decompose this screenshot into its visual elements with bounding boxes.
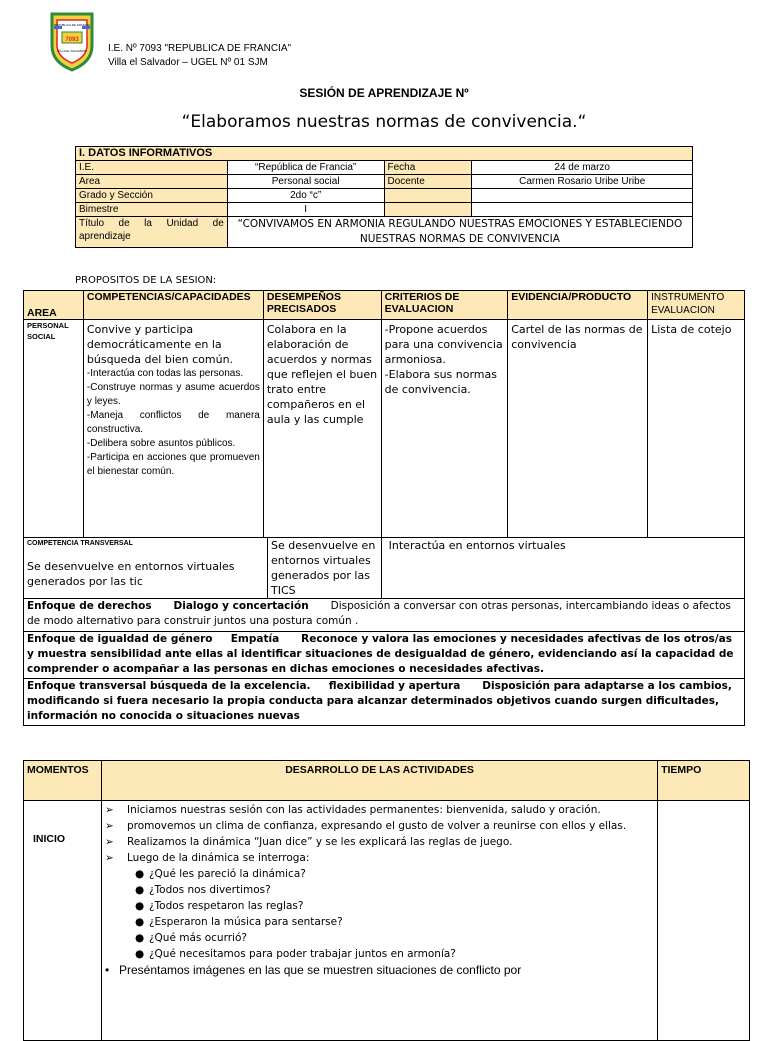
bullet-icon: • <box>104 963 110 977</box>
logo-bottom-text: VILLA EL SALVADOR <box>57 49 87 53</box>
col-instrumento-header: INSTRUMENTO EVALUACION <box>648 291 745 320</box>
enfoque-text: Disposición para adaptarse a los cambios, modificando si fuera necesario la propia conducta para alcanzar determinados objetivos cuando surgen dificultades, información no conocida o situaciones nuevas <box>27 680 732 722</box>
activity-item: ➢ Luego de la dinámica se interroga: <box>104 852 310 864</box>
transversal-desempeno: Se desenvuelve en entornos virtuales generados por las TICS <box>271 539 376 597</box>
question-item: ● ¿Todos respetaron las reglas? <box>105 898 654 914</box>
inicio-cell <box>24 801 102 1041</box>
unidad-value: “CONVIVAMOS EN ARMONIA REGULANDO NUESTRAS EMOCIONES Y ESTABLECIENDO NUESTRAS NORMAS DE CONVIVENCIA <box>227 217 692 248</box>
school-logo <box>48 12 96 72</box>
activity-item: • Preséntamos imágenes en las que se muestren situaciones de conflicto por <box>104 963 522 977</box>
transversal-value: Se desenvuelve en entornos virtuales generados por las tic <box>27 560 235 588</box>
question-item: ● ¿Qué les pareció la dinámica? <box>105 866 654 882</box>
col-evidencia-header: EVIDENCIA/PRODUCTO <box>508 291 648 320</box>
desempeno-cell <box>263 320 381 538</box>
question-item: ● ¿Todos nos divertimos? <box>105 882 654 898</box>
transversal-cell <box>24 538 382 599</box>
empty-label-cell <box>384 189 472 203</box>
bullet-icon: ● <box>134 948 145 960</box>
transversal-criterio: Interactúa en entornos virtuales <box>388 539 566 552</box>
momentos-table <box>23 760 750 1041</box>
docente-value: Carmen Rosario Uribe Uribe <box>472 175 693 189</box>
enfoque-text: Reconoce y valora las emociones y necesidades afectivas de los otros/as y muestra sensibilidad ante ellas al identificar situaciones de desigualdad de género, evidenciando así la capacidad de comprender o acompañar a las personas en dichas emociones o necesidades afectivas. <box>27 633 734 675</box>
school-location: Villa el Salvador – UGEL Nº 01 SJM <box>108 57 268 68</box>
bullet-icon: ● <box>134 932 145 944</box>
evidencia-cell <box>508 320 648 538</box>
inicio-label: INICIO <box>33 833 66 845</box>
bullet-icon: ● <box>134 900 145 912</box>
grado-value: 2do “c” <box>227 189 384 203</box>
criterios-cell <box>381 320 508 538</box>
enfoque-name: Enfoque transversal búsqueda de la excelencia. <box>27 680 311 692</box>
datos-informativos-table <box>75 146 693 248</box>
area-label: Area <box>76 175 228 189</box>
session-title: “Elaboramos nuestras normas de convivencia.“ <box>181 112 587 132</box>
desarrollo-header: DESARROLLO DE LAS ACTIVIDADES <box>101 761 657 801</box>
enfoque-genero <box>24 632 745 679</box>
empty-value-cell <box>472 203 693 217</box>
tiempo-cell <box>658 801 750 1041</box>
activity-item: ➢ Realizamos la dinámica “Juan dice” y se les explicará las reglas de juego. <box>104 836 513 848</box>
arrow-bullet-icon: ➢ <box>104 820 114 832</box>
empty-value-cell <box>472 189 693 203</box>
transversal-criterio-cell <box>381 538 744 599</box>
instrumento-text: Lista de cotejo <box>651 323 732 336</box>
unidad-label: Título de la Unidad de aprendizaje <box>76 217 228 248</box>
question-item: ● ¿Esperaron la música para sentarse? <box>105 914 654 930</box>
col-area-header: AREA <box>24 291 84 320</box>
propositos-table <box>23 290 745 726</box>
criterio-item: -Propone acuerdos para una convivencia armoniosa. <box>384 323 503 366</box>
datos-section-title: I. DATOS INFORMATIVOS <box>76 147 693 161</box>
col-criterios-header: CRITERIOS DE EVALUACION <box>381 291 508 320</box>
criterio-item: -Elabora sus normas de convivencia. <box>384 368 497 396</box>
arrow-bullet-icon: ➢ <box>104 836 114 848</box>
area-cell: PERSONAL SOCIAL <box>24 320 84 538</box>
arrow-bullet-icon: ➢ <box>104 852 114 864</box>
bullet-icon: ● <box>134 868 145 880</box>
enfoque-text: Disposición a conversar con otras personas, intercambiando ideas o afectos de modo alternativo para construir juntos una postura común . <box>27 600 731 627</box>
desempeno-text: Colabora en la elaboración de acuerdos y normas que reflejen el buen trato entre compañeros en el aula y las cumple <box>266 323 378 426</box>
actividades-cell <box>101 801 657 1041</box>
activity-item: ➢ Iniciamos nuestras sesión con las actividades permanentes: bienvenida, saludo y oración. <box>104 804 601 816</box>
capacidad-item: -Interactúa con todas las personas. <box>86 368 244 379</box>
fecha-value: 24 de marzo <box>472 161 693 175</box>
capacidad-item: -Participa en acciones que promueven el bienestar común. <box>86 452 260 477</box>
tiempo-header: TIEMPO <box>658 761 750 801</box>
enfoque-name: Enfoque de derechos <box>27 600 152 612</box>
ie-label: I.E. <box>76 161 228 175</box>
question-item: ● ¿Qué más ocurrió? <box>105 930 654 946</box>
question-item: ● ¿Qué necesitamos para poder trabajar juntos en armonía? <box>105 946 654 962</box>
ie-value: “República de Francia” <box>227 161 384 175</box>
bimestre-label: Bimestre <box>76 203 228 217</box>
enfoque-derechos <box>24 599 745 632</box>
transversal-label: COMPETENCIA TRANSVERSAL <box>27 540 133 547</box>
evidencia-text: Cartel de las normas de convivencia <box>511 323 643 351</box>
bimestre-value: I <box>227 203 384 217</box>
enfoque-name: Enfoque de igualdad de género <box>27 633 213 645</box>
competencia-main: Convive y participa democráticamente en la búsqueda del bien común. <box>86 323 234 366</box>
capacidad-item: -Construye normas y asume acuerdos y leyes. <box>86 382 260 407</box>
grado-label: Grado y Sección <box>76 189 228 203</box>
instrumento-cell <box>648 320 745 538</box>
enfoque-excelencia <box>24 679 745 726</box>
col-competencias-header: COMPETENCIAS/CAPACIDADES <box>83 291 263 320</box>
capacidad-item: -Delibera sobre asuntos públicos. <box>86 438 236 449</box>
docente-label: Docente <box>384 175 472 189</box>
enfoque-valor: flexibilidad y apertura <box>328 680 461 692</box>
arrow-bullet-icon: ➢ <box>104 804 114 816</box>
momentos-header: MOMENTOS <box>24 761 102 801</box>
bullet-icon: ● <box>134 884 145 896</box>
enfoque-valor: Empatía <box>230 633 280 645</box>
transversal-left <box>24 538 268 598</box>
logo-number: 7093 <box>65 37 79 43</box>
capacidad-item: -Maneja conflictos de manera constructiva. <box>86 410 260 435</box>
fecha-label: Fecha <box>384 161 472 175</box>
school-name: I.E. Nº 7093 "REPUBLICA DE FRANCIA" <box>108 43 292 54</box>
session-heading: SESIÓN DE APRENDIZAJE Nº <box>299 86 469 100</box>
propositos-label: PROPOSITOS DE LA SESION: <box>75 275 217 286</box>
col-desempenos-header: DESEMPEÑOS PRECISADOS <box>263 291 381 320</box>
competencias-cell <box>83 320 263 538</box>
enfoque-valor: Dialogo y concertación <box>173 600 309 612</box>
empty-label-cell <box>384 203 472 217</box>
logo-top-text: REPUBLICA DE FRANCIA <box>54 23 90 27</box>
activity-item: ➢ promovemos un clima de confianza, expresando el gusto de volver a reunirse con ellos y ellas. <box>104 820 627 832</box>
bullet-icon: ● <box>134 916 145 928</box>
area-value: Personal social <box>227 175 384 189</box>
